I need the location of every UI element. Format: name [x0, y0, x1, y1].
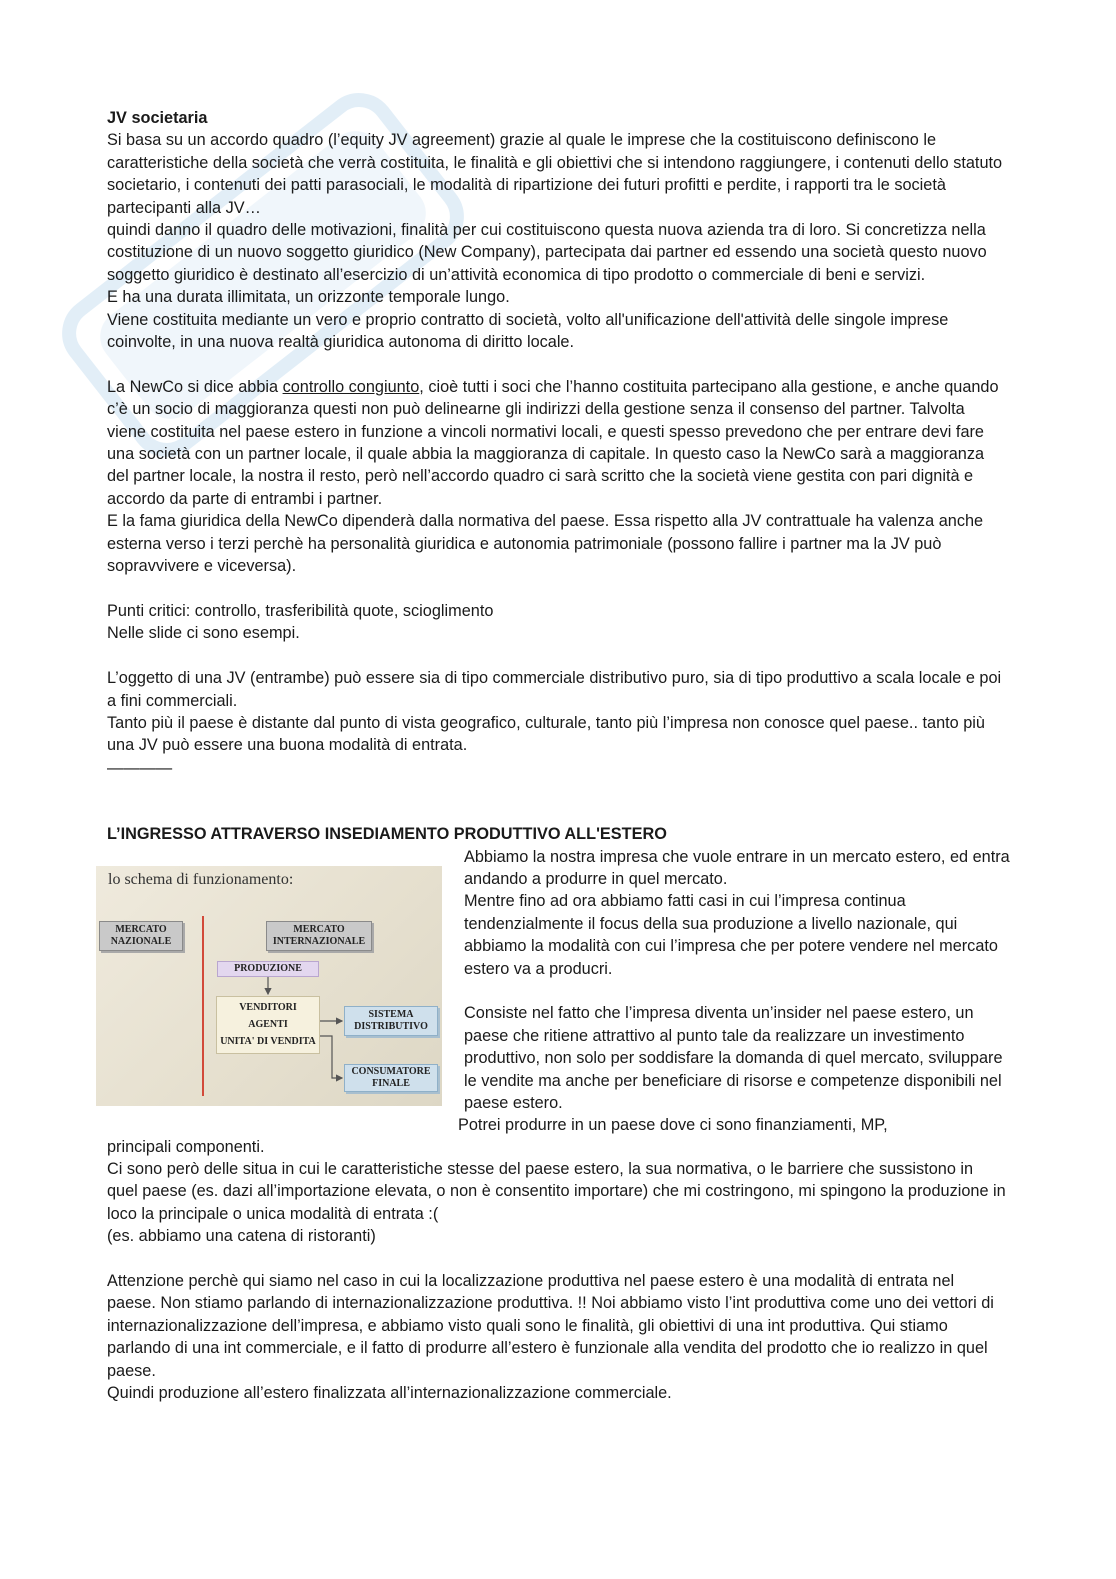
label-venditori: VENDITORI — [239, 1002, 297, 1014]
paragraph: Si basa su un accordo quadro (l’equity JV agreement) grazie al quale le imprese che la costituiscono definiscono le caratteristiche della società che verrà costituita, le finalità e gli obiettivi che si intendono raggiungere, i contenuti dello statuto societario, i contenuti dei patti parasociali, le modalità di ripartizione dei futuri profitti e perdite, i rapporti tra le società partecipanti alla JV… — [107, 131, 1003, 217]
separator: ———— — [107, 758, 173, 777]
document-page — [107, 107, 1010, 1404]
box-sistema-distributivo: SISTEMA DISTRIBUTIVO — [344, 1006, 438, 1036]
box-mercato-internazionale: MERCATO INTERNAZIONALE — [266, 921, 372, 951]
box-produzione: PRODUZIONE — [217, 961, 319, 977]
paragraph: principali componenti. — [107, 1137, 265, 1156]
paragraph: L’oggetto di una JV (entrambe) può essere sia di tipo commerciale distributivo puro, sia di tipo produttivo a scala locale e poi a fini commerciali. — [107, 669, 1002, 710]
paragraph-controllo-congiunto — [107, 376, 1007, 510]
paragraph: Tanto più il paese è distante dal punto di vista geografico, culturale, tanto più l’impresa non conosce quel paese.. tanto più una JV può essere una buona modalità di entrata. — [107, 713, 985, 755]
diagram-title: lo schema di funzionamento: — [108, 870, 294, 888]
paragraph: Nelle slide ci sono esempi. — [107, 624, 300, 643]
label-agenti: AGENTI — [248, 1019, 288, 1031]
paragraph: Ci sono però delle situa in cui le caratteristiche stesse del paese estero, la sua normativa, o le barriere che sussistono in quel paese (es. dazi all’importazione elevata, o non è consentito importare) che mi costringono, mi spingono la produzione in loco la principale o unica modalità di entrata :( — [107, 1159, 1006, 1223]
paragraph: Potrei produrre in un paese dove ci sono finanziamenti, MP, — [458, 1116, 888, 1135]
paragraph: E ha una durata illimitata, un orizzonte temporale lungo. — [107, 288, 510, 307]
section-heading-jv-societaria: JV societaria — [107, 109, 208, 127]
text-run: , cioè tutti i soci che l’hanno costituita partecipano alla gestione, e anche quando c’è un socio di maggioranza questi non può delinearne gli indirizzi della gestione senza il consenso del partner. Talvolta viene costituita nel paese estero in funzione a vincoli normativi locali, e questi spesso prevedono che per entrare devi fare una società con un partner locale, il quale abbia la maggioranza di capitale. In questo caso la NewCo sarà a maggioranza del partner locale, la nostra il resto, però nell’accordo quadro ci sarà scritto che la società viene gestita con pari dignità e accordo da parte di entrambi i partner. — [107, 377, 999, 508]
paragraph: Mentre fino ad ora abbiamo fatti casi in cui l’impresa continua tendenzialmente il focus della sua produzione a livello nazionale, qui abbiamo la modalità con cui l’impresa che per potere vendere nel mercato estero va a producri. — [464, 892, 998, 978]
paragraph: quindi danno il quadro delle motivazioni, finalità per cui costituiscono questa nuova azienda tra di loro. Si concretizza nella costituzione di un nuovo soggetto giuridico (New Company), partecipata dai partner ed essendo una società questo nuovo soggetto giuridico è destinato all’esercizio di un’attività economica di tipo prodotto o commerciale di beni e servizi. — [107, 221, 987, 284]
side-text-column — [458, 846, 1014, 1137]
label-unita-vendita: UNITA' DI VENDITA — [220, 1036, 316, 1048]
diagram-arrows — [96, 866, 442, 1106]
paragraph: Attenzione perchè qui siamo nel caso in cui la localizzazione produttiva nel paese estero è una modalità di entrata nel paese. Non stiamo parlando di internazionalizzazione produttiva. !! Noi abbiamo visto l’int produttiva come uno dei vettori di internazionalizzazione dell’impresa, e abbiamo visto quali sono le finalità, gli obiettivi di una int produttiva. Qui stiamo parlando di una int commerciale, e il fatto di produrre all’estero è funzionale alla vendita del prodotto che io realizzo in quel paese. — [107, 1271, 994, 1380]
underlined-term: controllo congiunto — [282, 377, 420, 396]
section-heading-insediamento: L’INGRESSO ATTRAVERSO INSEDIAMENTO PRODUTTIVO ALL'ESTERO — [107, 825, 667, 844]
diagram-schema-funzionamento — [96, 866, 442, 1106]
box-mercato-nazionale: MERCATO NAZIONALE — [99, 921, 183, 951]
paragraph: Quindi produzione all’estero finalizzata all’internazionalizzazione commerciale. — [107, 1384, 672, 1402]
paragraph: Viene costituita mediante un vero e proprio contratto di società, volto all'unificazione dell'attività delle singole imprese coinvolte, in una nuova realtà giuridica autonoma di diritto locale. — [107, 310, 949, 352]
paragraph: (es. abbiamo una catena di ristoranti) — [107, 1227, 376, 1246]
paragraph: E la fama giuridica della NewCo dipenderà dalla normativa del paese. Essa rispetto alla JV contrattuale ha valenza anche esterna verso i terzi perchè ha personalità giuridica e autonomia patrimoniale (possono fallire i partner ma la JV può sopravvivere e viceversa). — [107, 512, 984, 576]
paragraph: Abbiamo la nostra impresa che vuole entrare in un mercato estero, ed entra andando a produrre in quel mercato. — [464, 847, 1010, 888]
paragraph: Consiste nel fatto che l’impresa diventa un’insider nel paese estero, un paese che ritiene attrattivo al punto tale da realizzare un investimento produttivo, non solo per soddisfare la domanda di quel mercato, sviluppare le vendite ma anche per beneficiare di risorse e competenze disponibili nel paese estero. — [464, 1004, 1003, 1112]
box-consumatore-finale: CONSUMATORE FINALE — [344, 1064, 438, 1092]
text-run: La NewCo si dice abbia — [107, 377, 283, 396]
paragraph: Punti critici: controllo, trasferibilità quote, scioglimento — [107, 601, 494, 620]
